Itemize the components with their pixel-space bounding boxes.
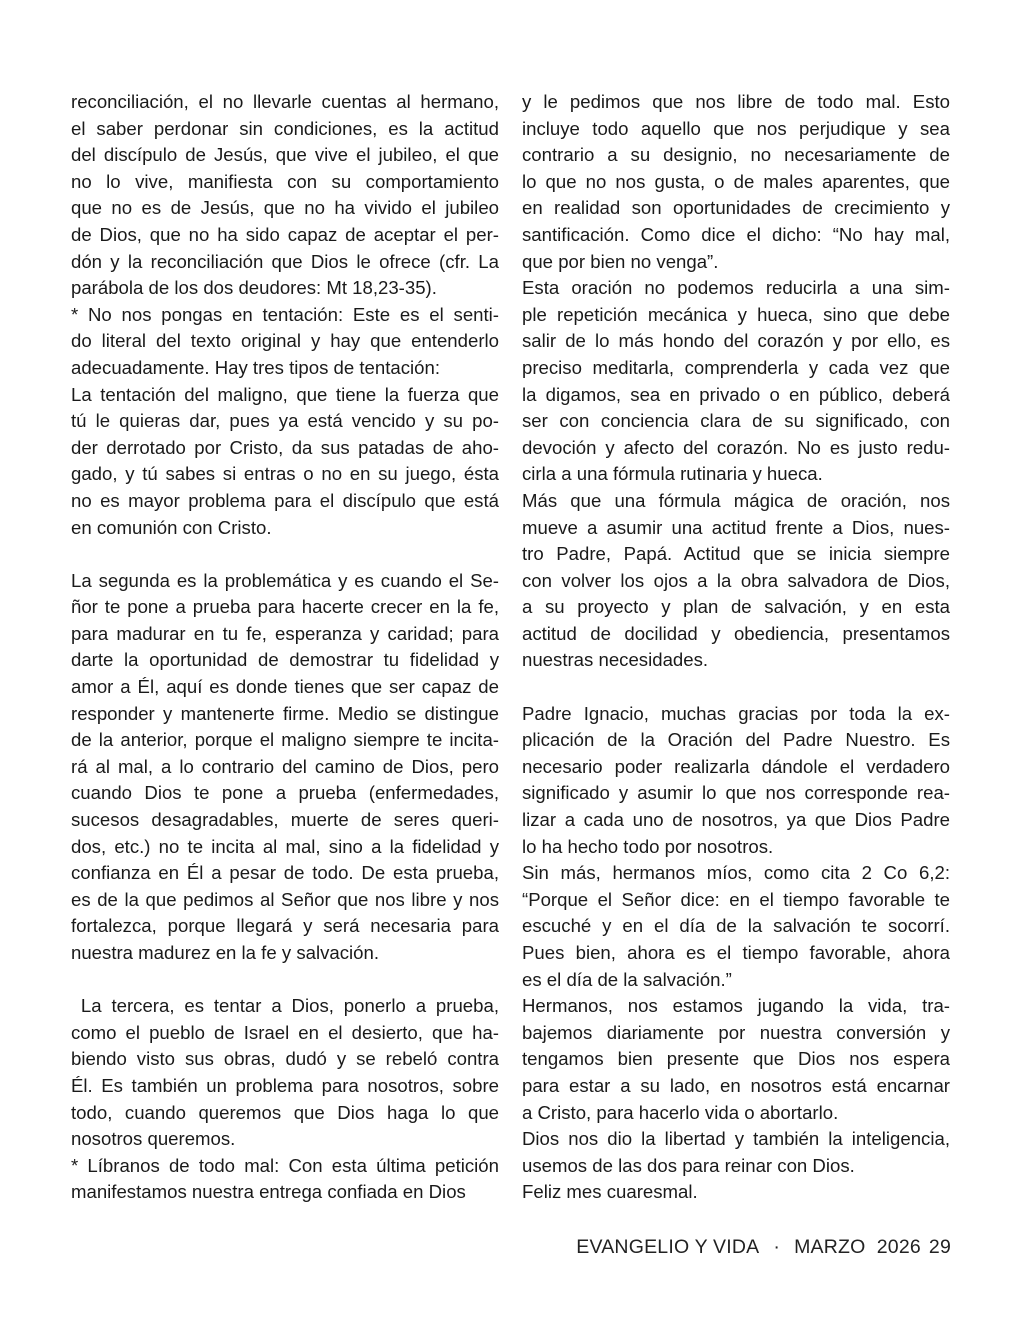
text-line: plicación de la Oración del Padre Nuestro. Es (522, 729, 950, 751)
text-line: * No nos pongas en tentación: Este es el senti- (71, 303, 499, 325)
text-line: que por bien no venga”. (522, 250, 719, 272)
text-line: Pues bien, ahora es el tiempo favorable, ahora (522, 942, 950, 963)
text-line: la digamos, sea en privado o en público, deberá (522, 383, 950, 405)
text-line: tro Padre, Papá. Actitud que se inicia siempre (522, 543, 950, 565)
text-line: Esta oración no podemos reducirla a una sim- (522, 277, 950, 299)
text-line: adecuadamente. Hay tres tipos de tentación: (71, 356, 441, 378)
footer-separator: · (773, 1236, 781, 1258)
text-line: y le pedimos que nos libre de todo mal. Esto (522, 91, 950, 112)
text-line: ñor te pone a prueba para hacerte crecer en la fe, (71, 596, 499, 618)
text-line: Más que una fórmula mágica de oración, nos (522, 489, 950, 511)
text-line: como el pueblo de Israel en el desierto, que ha- (71, 1021, 499, 1043)
text-line: cuando Dios te pone a prueba (enfermedades, (71, 782, 499, 804)
publication-name: EVANGELIO Y VIDA (576, 1236, 760, 1258)
text-line: incluye todo aquello que nos perjudique y sea (522, 117, 950, 139)
text-line: a Cristo, para hacerlo vida o abortarlo. (522, 1101, 839, 1123)
text-line: fortalezca, porque llegará y será necesaria para (71, 915, 499, 937)
text-line: escuché y en el día de la salvación te socorrí. (522, 915, 950, 937)
text-line: del discípulo de Jesús, que vive el jubileo, el que (71, 144, 499, 166)
paragraph (522, 488, 950, 674)
paragraph (71, 993, 499, 1153)
page-footer (576, 1236, 951, 1259)
text-line: que no es de Jesús, que no ha vivido el jubileo (71, 197, 499, 219)
text-line: contrario a su designio, no necesariamente de (522, 144, 950, 166)
text-line: necesario poder realizarla dándole el verdadero (522, 755, 950, 777)
paragraph (522, 993, 950, 1126)
paragraph (522, 275, 950, 488)
text-line: bajemos diariamente por nuestra conversión y (522, 1021, 950, 1043)
paragraph-gap (71, 541, 499, 568)
text-line: nosotros queremos. (71, 1128, 236, 1150)
text-line: der derrotado por Cristo, da sus patadas de aho- (71, 436, 499, 458)
issue-date: MARZO 2026 (794, 1236, 921, 1258)
text-line: de la anterior, porque el maligno siempre te incita- (71, 729, 499, 751)
text-line: de Dios, que no ha sido capaz de aceptar el per- (71, 223, 499, 245)
text-line: “Porque el Señor dice: en el tiempo favorable te (522, 888, 950, 910)
text-line: lo que no nos gusta, o de males aparentes, que (522, 170, 950, 192)
text-line: Feliz mes cuaresmal. (522, 1181, 698, 1203)
left-column (71, 89, 499, 1206)
text-line: Sin más, hermanos míos, como cita 2 Co 6,2: (522, 862, 950, 884)
text-line: gado, y tú sabes si entras o no en su juego, ésta (71, 463, 499, 485)
text-line: La segunda es la problemática y es cuando el Se- (71, 569, 499, 591)
text-line: cirla a una fórmula rutinaria y hueca. (522, 463, 823, 485)
text-line: en realidad son oportunidades de crecimiento y (522, 197, 950, 219)
text-line: darte la oportunidad de demostrar tu fidelidad y (71, 649, 499, 671)
text-line: para madurar en tu fe, esperanza y caridad; para (71, 622, 499, 644)
paragraph (522, 89, 950, 275)
text-line: manifestamos nuestra entrega confiada en Dios (71, 1181, 466, 1203)
text-line: el saber perdonar sin condiciones, es la actitud (71, 117, 499, 139)
text-line: no es mayor problema para el discípulo que está (71, 489, 499, 511)
text-line: ser con conciencia clara de su significado, con (522, 410, 950, 432)
text-line: sucesos desagradables, muerte de seres queri- (71, 809, 499, 831)
text-line: Hermanos, nos estamos jugando la vida, tra- (522, 995, 950, 1017)
text-line: tengamos bien presente que Dios nos espera (522, 1048, 950, 1070)
page-number: 29 (928, 1236, 951, 1258)
text-line: Padre Ignacio, muchas gracias por toda la ex- (522, 702, 950, 724)
paragraph (71, 382, 499, 542)
text-line: dón y la reconciliación que Dios le ofrece (cfr. La (71, 250, 499, 272)
text-line: dos, etc.) no te incita al mal, sino a la fidelidad y (71, 835, 499, 857)
text-line: es de la que pedimos al Señor que nos libre y nos (71, 888, 499, 910)
text-line: salir de lo más hondo del corazón y por ello, es (522, 330, 950, 352)
paragraph (71, 568, 499, 967)
text-line: santificación. Como dice el dicho: “No hay mal, (522, 223, 950, 245)
text-line: La tercera, es tentar a Dios, ponerlo a prueba, (71, 995, 499, 1017)
text-line: lo ha hecho todo por nosotros. (522, 835, 774, 857)
text-line: para estar a su lado, en nosotros está encarnar (522, 1074, 950, 1096)
text-line: confianza en Él a pesar de todo. De esta prueba, (71, 862, 499, 884)
text-line: nuestras necesidades. (522, 649, 709, 671)
text-line: significado y asumir lo que nos corresponde rea- (522, 782, 950, 804)
text-line: reconciliación, el no llevarle cuentas al hermano, (71, 91, 499, 112)
paragraph (522, 701, 950, 861)
paragraph (71, 89, 499, 302)
paragraph (522, 1126, 950, 1179)
text-line: do literal del texto original y hay que entenderlo (71, 330, 499, 352)
text-line: nuestra madurez en la fe y salvación. (71, 942, 379, 963)
text-line: devoción y afecto del corazón. No es justo redu- (522, 436, 950, 458)
text-line: preciso meditarla, comprenderla y cada vez que (522, 356, 950, 378)
paragraph (71, 1153, 499, 1206)
text-line: responder y mantenerte firme. Medio se distingue (71, 702, 499, 724)
text-line: rá al mal, a lo contrario del camino de Dios, pero (71, 755, 499, 777)
text-line: lizar a cada uno de nosotros, ya que Dios Padre (522, 809, 950, 831)
text-line: * Líbranos de todo mal: Con esta última petición (71, 1154, 499, 1176)
text-line: con volver los ojos a la obra salvadora de Dios, (522, 569, 950, 591)
paragraph (522, 860, 950, 993)
text-line: tú le quieras dar, pues ya está vencido y su po- (71, 410, 499, 432)
text-line: no lo vive, manifiesta con su comportamiento (71, 170, 499, 192)
text-line: Dios nos dio la libertad y también la inteligencia, (522, 1128, 950, 1150)
paragraph-gap (522, 674, 950, 701)
text-line: mueve a asumir una actitud frente a Dios, nues- (522, 516, 950, 538)
text-line: La tentación del maligno, que tiene la fuerza que (71, 383, 499, 405)
paragraph (522, 1179, 950, 1206)
text-line: en comunión con Cristo. (71, 516, 272, 538)
right-column (522, 89, 950, 1206)
text-line: biendo visto sus obras, dudó y se rebeló contra (71, 1048, 499, 1070)
text-line: a su proyecto y plan de salvación, y en esta (522, 596, 950, 618)
text-line: parábola de los dos deudores: Mt 18,23-35). (71, 277, 437, 299)
text-line: ple repetición mecánica y hueca, sino que debe (522, 303, 950, 325)
text-line: actitud de docilidad y obediencia, presentamos (522, 622, 950, 644)
paragraph (71, 302, 499, 382)
text-line: amor a Él, aquí es donde tienes que ser capaz de (71, 676, 499, 698)
text-line: es el día de la salvación.” (522, 968, 732, 990)
text-line: todo, cuando queremos que Dios haga lo que (71, 1101, 499, 1123)
text-line: Él. Es también un problema para nosotros, sobre (71, 1074, 499, 1096)
paragraph-gap (71, 967, 499, 994)
text-line: usemos de las dos para reinar con Dios. (522, 1154, 855, 1176)
